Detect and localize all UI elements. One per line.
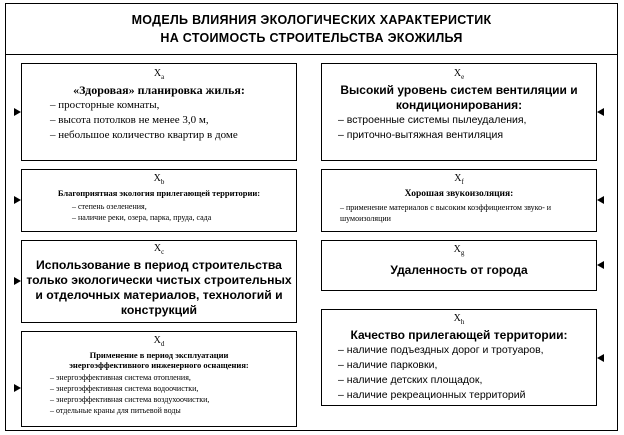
factor-item: – наличие рекреационных территорий [338, 388, 596, 403]
arrow-xg [597, 261, 604, 269]
factor-code: $X_e$ [453, 68, 465, 81]
factor-code: $X_f$ [454, 173, 464, 186]
factor-item: – просторные комнаты, [50, 98, 296, 113]
factor-item: – степень озеленения, [72, 201, 296, 212]
factor-heading: Применение в период эксплуатации энергоэффективного инженерного оснащения: [69, 350, 249, 370]
arrow-xf [597, 196, 604, 204]
factor-item: – наличие подъездных дорог и тротуаров, [338, 343, 596, 358]
factor-item: – энергоэффективная система воздухоочистки, [50, 394, 296, 405]
arrow-xc [14, 277, 21, 285]
factor-item: – применение материалов с высоким коэффициентом звуко- и шумоизоляции [340, 202, 586, 224]
factor-item: – наличие реки, озера, парка, пруда, сада [72, 212, 296, 223]
factor-heading: «Здоровая» планировка жилья: [73, 83, 245, 97]
title-line-1: МОДЕЛЬ ВЛИЯНИЯ ЭКОЛОГИЧЕСКИХ ХАРАКТЕРИСТИК [131, 13, 492, 27]
arrow-xa [14, 108, 21, 116]
arrow-xh [597, 354, 604, 362]
factor-code: $X_b$ [153, 173, 165, 186]
factor-item: – высота потолков не менее 3,0 м, [50, 113, 296, 128]
arrow-xb [14, 196, 21, 204]
factor-heading: Благоприятная экология прилегающей территории: [57, 188, 261, 198]
factor-heading: Высокий уровень систем вентиляции и кондиционирования: [340, 83, 578, 112]
factor-heading: Использование в период строительства только экологически чистых строительных и отделочных материалов, технологий и конструкций [26, 258, 292, 317]
factor-item: – энергоэффективная система водоочистки, [50, 383, 296, 394]
factor-code: $X_g$ [453, 244, 465, 257]
factor-code: $X_a$ [153, 68, 165, 81]
factor-heading: Качество прилегающей территории: [350, 328, 568, 342]
factor-code: $X_c$ [153, 243, 165, 256]
title-line-2: НА СТОИМОСТЬ СТРОИТЕЛЬСТВА ЭКОЖИЛЬЯ [160, 31, 463, 45]
arrow-xd [14, 384, 21, 392]
factor-item: – энергоэффективная система отопления, [50, 372, 296, 383]
factor-item: – небольшое количество квартир в доме [50, 128, 296, 143]
factor-item: – встроенные системы пылеудаления, [338, 113, 596, 128]
arrow-xe [597, 108, 604, 116]
factor-heading: Хорошая звукоизоляция: [404, 189, 514, 199]
factor-item: – наличие детских площадок, [338, 373, 596, 388]
factor-code: $X_h$ [453, 313, 465, 326]
factor-code: $X_d$ [153, 335, 165, 348]
factor-heading: Удаленность от города [390, 263, 528, 277]
factor-item: – приточно-вытяжная вентиляция [338, 128, 596, 143]
factor-item: – отдельные краны для питьевой воды [50, 405, 296, 416]
factor-item: – наличие парковки, [338, 358, 596, 373]
